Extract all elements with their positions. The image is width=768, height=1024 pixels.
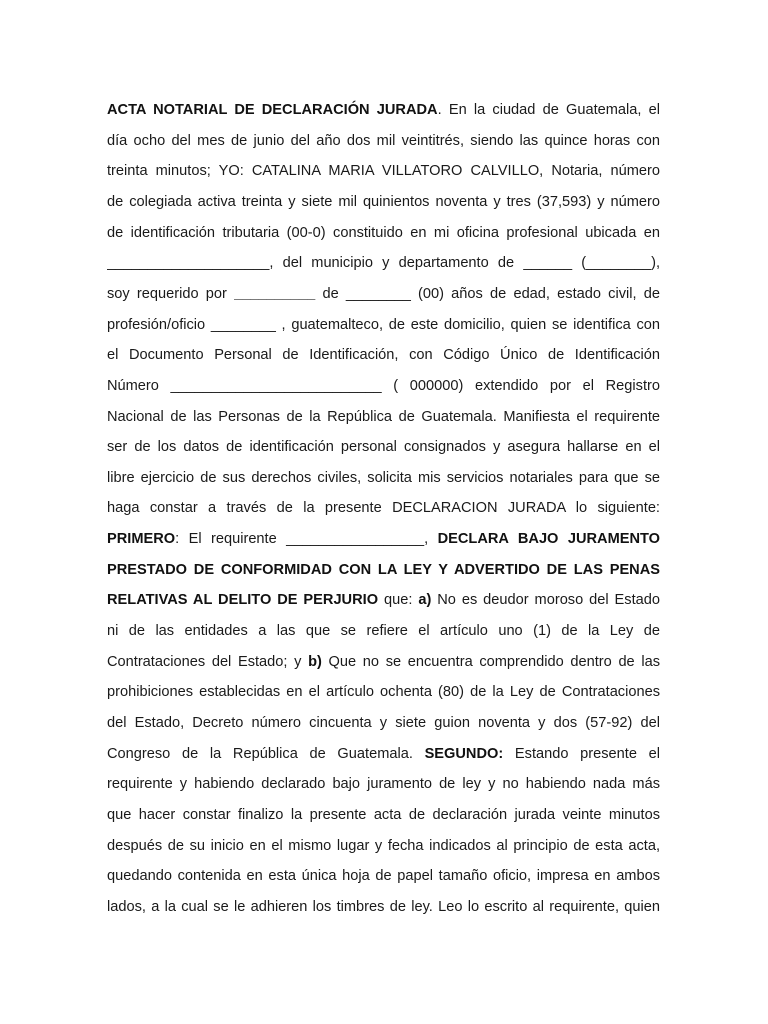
bold-text-segment: __________ [234,285,316,302]
text-segment: Nacional de las Personas de la República de Guatemala. Manifiesta el requirente [107,408,660,425]
text-segment: que hacer constar finalizo la presente acta de declaración jurada veinte minutos [107,806,660,823]
text-line [107,191,660,213]
text-line [107,436,660,458]
text-segment: soy requerido por [107,285,235,302]
text-line [107,283,660,305]
text-line [107,804,660,826]
text-segment: treinta minutos; YO: CATALINA MARIA VILLATORO CALVILLO, Notaria, número [107,163,660,180]
text-segment: . En la ciudad de Guatemala, el [437,102,660,118]
text-line [107,773,660,795]
text-segment: de colegiada activa treinta y siete mil quinientos noventa y tres (37,593) y número [107,193,660,210]
text-line [107,865,660,887]
text-segment: después de su inicio en el mismo lugar y fecha indicados al principio de esta acta, [107,837,660,854]
text-line [107,160,660,182]
text-segment: día ocho del mes de junio del año dos mil veintitrés, siendo las quince horas con [107,132,660,149]
text-line [107,681,660,703]
text-line [107,130,660,152]
text-line [107,620,660,642]
text-segment: del Estado, Decreto número cincuenta y siete guion noventa y dos (57-92) del [107,715,660,731]
bold-text-segment: a) [418,592,432,609]
text-segment: requirente y habiendo declarado bajo juramento de ley y no habiendo nada más [107,776,660,793]
text-line [107,743,660,765]
text-line [107,559,660,581]
text-line [107,406,660,428]
text-segment: No es deudor moroso del Estado [431,592,660,609]
text-line [107,896,660,918]
text-segment: el Documento Personal de Identificación, con Código Único de Identificación [107,347,660,364]
text-line [107,497,660,519]
text-segment: quedando contenida en esta única hoja de papel tamaño oficio, impresa en ambos [107,868,660,885]
text-line [107,712,660,734]
bold-text-segment: SEGUNDO: [424,745,504,762]
text-segment: libre ejercicio de sus derechos civiles, solicita mis servicios notariales para que se [107,469,660,486]
text-segment: : El requirente _________________, [175,531,438,548]
text-segment: ser de los datos de identificación personal consignados y asegura hallarse en el [107,439,660,456]
text-segment: de ________ (00) años de edad, estado civil, de [315,285,660,302]
text-line [107,99,660,121]
text-segment: Contrataciones del Estado; y [107,653,309,670]
text-line [107,252,660,274]
text-line [107,835,660,857]
text-segment: ni de las entidades a las que se refiere el artículo uno (1) de la Ley de [107,623,660,639]
text-segment: Congreso de la República de Guatemala. [107,745,425,762]
text-line [107,651,660,673]
text-segment: ____________________, del municipio y departamento de ______ (________), [107,255,660,272]
text-segment: de identificación tributaria (00-0) constituido en mi oficina profesional ubicada en [107,224,660,241]
bold-text-segment: ACTA NOTARIAL DE DECLARACIÓN JURADA [107,102,438,118]
text-segment: Estando presente el [503,745,660,762]
text-segment: Que no se encuentra comprendido dentro de las [321,653,660,670]
bold-text-segment: PRESTADO DE CONFORMIDAD CON LA LEY Y ADVERTIDO DE LAS PENAS [107,561,660,578]
bold-text-segment: b) [308,653,322,670]
text-segment: haga constar a través de la presente DECLARACION JURADA lo siguiente: [107,500,660,517]
text-line [107,589,660,611]
text-line [107,314,660,336]
bold-text-segment: DECLARA BAJO JURAMENTO [437,531,660,548]
text-line [107,467,660,489]
bold-text-segment: RELATIVAS AL DELITO DE PERJURIO [107,592,379,609]
text-segment: prohibiciones establecidas en el artículo ochenta (80) de la Ley de Contrataciones [107,684,660,701]
text-line [107,344,660,366]
text-segment: que: [378,592,419,609]
text-segment: profesión/oficio ________ , guatemalteco, de este domicilio, quien se identifica con [107,316,660,333]
text-line [107,528,660,550]
text-line [107,222,660,244]
text-segment: Número __________________________ ( 000000) extendido por el Registro [107,377,660,394]
bold-text-segment: PRIMERO [107,531,176,548]
text-line [107,375,660,397]
text-segment: lados, a la cual se le adhieren los timbres de ley. Leo lo escrito al requirente, quien [107,898,660,915]
